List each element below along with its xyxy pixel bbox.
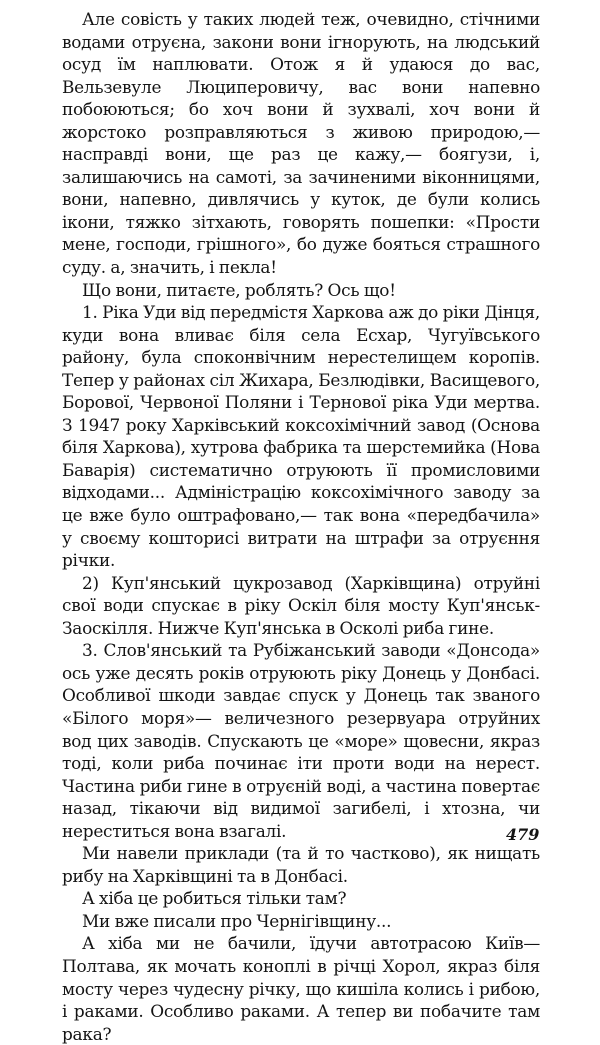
- paragraph-chernihiv: Ми вже писали про Чернігівщину...: [82, 910, 392, 931]
- paragraph-examples: Ми навели приклади (та й то частково), як нищать рибу на Харківщині та в Донбасі.: [62, 843, 540, 886]
- paragraph-question: Що вони, питаєте, роблять? Ось що!: [82, 279, 396, 300]
- paragraph-kupiansk: 2) Куп'янський цукрозавод (Харківщина) отруйні свої води спускає в ріку Оскіл біля мосту Куп'янськ-Заоскілля. Нижче Куп'янська в Осколі риба гине.: [62, 572, 540, 638]
- paragraph-donsoda: 3. Слов'янський та Рубіжанський заводи «Донсода» ось уже десять років отруюють ріку Донець у Донбасі. Особливої шкоди завдає спуск у Донець так званого «Білого моря»— величезного резервуара отруйних вод цих заводів. Спускають це «море» щовесни, якраз тоді, коли риба починає іти проти води на нерест. Частина риби гине в отруєній воді, а частина повертає назад, тікаючи від видимої загибелі, і хтозна, чи нереститься вона взагалі.: [62, 640, 540, 841]
- paragraph-conscience: Але совість у таких людей теж, очевидно, стічними водами отруєна, закони вони ігнорують, на людський осуд їм наплювати. Отож я й удаюся до вас, Вельзевуле Люциперовичу, вас вони напевно побоюються; бо хоч вони й зухвалі, хоч вони й жорстоко розправляються з живою природою,— насправді вони, ще раз це кажу,— боягузи, і, залишаючись на самоті, за зачиненими віконницями, вони, напевно, дивлячись у куток, де були колись ікони, тяжко зітхають, говорять пошепки: «Прости мене, господи, грішного», бо дуже бояться страшного суду. а, значить, і пекла!: [62, 9, 540, 278]
- paragraph-udy-river: 1. Ріка Уди від передмістя Харкова аж до ріки Дінця, куди вона вливає біля села Есхар, Чугуївського району, була споконвічним нерестелищем коропів. Тепер у районах сіл Жихара, Безлюдівки, Васищевого, Борової, Червоної Поляни і Тернової ріка Уди мертва. З 1947 року Харківський коксохімічний завод (Основа біля Харкова), хутрова фабрика та шерстемийка (Нова Баварія) систематично отруюють її промисловими відходами... Адміністрацію коксохімічного заводу за це вже було оштрафовано,— так вона «передбачила» у своєму кошторисі витрати на штрафи за отруєння річки.: [62, 302, 540, 571]
- page-number: 479: [506, 825, 540, 844]
- page-text: [62, 8, 540, 1045]
- paragraph-khorol-river: А хіба ми не бачили, їдучи автотрасою Київ—Полтава, як мочать коноплі в річці Хорол, якраз біля мосту через чудесну річку, що кишіла колись і рибою, і раками. Особливо раками. А тепер ви побачите там рака?: [62, 933, 540, 1044]
- paragraph-only-there: А хіба це робиться тільки там?: [82, 888, 347, 909]
